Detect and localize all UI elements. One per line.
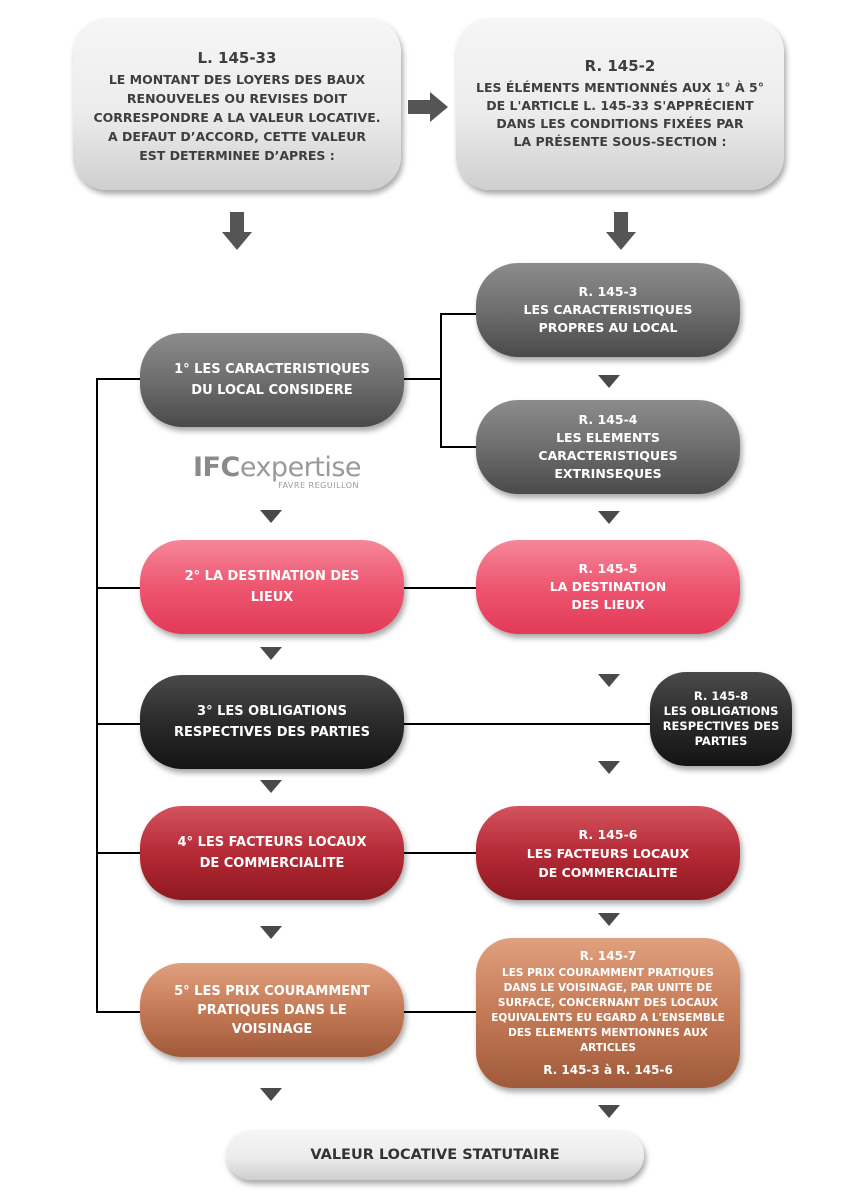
logo-word: expertise <box>239 452 362 483</box>
connector-5-right <box>404 1011 476 1013</box>
connector-fork-vertical <box>440 313 442 448</box>
logo-prefix: IFC <box>193 452 240 483</box>
result-box <box>226 1130 644 1180</box>
right-box-r145-5 <box>476 540 740 634</box>
top-left-line: A DEFAUT D’ACCORD, CETTE VALEUR <box>108 129 366 144</box>
right-box-line: EQUIVALENTS EU EGARD A L'ENSEMBLE <box>491 1012 725 1024</box>
left-box-2-line: 2° LA DESTINATION DES <box>184 569 360 584</box>
right-box-code: R. 145-8 <box>693 689 749 703</box>
right-box-line: DES ELEMENTS MENTIONNES AUX <box>508 1027 708 1039</box>
right-box-line: PROPRES AU LOCAL <box>538 320 678 335</box>
right-box-r145-6 <box>476 806 740 900</box>
ifc-expertise-logo <box>193 452 363 492</box>
right-box-r145-7 <box>476 938 740 1088</box>
right-box-line: DANS LE VOISINAGE, PAR UNITE DE <box>503 982 713 994</box>
right-box-line: DES LIEUX <box>571 597 645 612</box>
down-arrow-icon <box>598 375 620 388</box>
right-box-line: LES OBLIGATIONS <box>663 704 779 718</box>
logo-wordmark <box>193 452 361 483</box>
down-arrow-icon <box>260 647 282 660</box>
connector-fork-top <box>440 313 478 315</box>
right-box-code: R. 145-4 <box>578 412 638 427</box>
down-arrow-icon <box>260 510 282 523</box>
top-right-box <box>456 18 784 190</box>
right-box-line: CARACTERISTIQUES <box>538 448 678 463</box>
left-box-5-line: PRATIQUES DANS LE <box>197 1002 347 1018</box>
right-box-r145-8 <box>650 672 792 766</box>
left-box-1 <box>140 333 404 427</box>
top-right-line: LA PRÉSENTE SOUS-SECTION : <box>513 134 727 149</box>
down-arrow-icon <box>598 1105 620 1118</box>
top-right-line: DE L'ARTICLE L. 145-33 S'APPRÉCIENT <box>486 98 754 113</box>
top-left-code: L. 145-33 <box>197 49 277 67</box>
right-box-line: LES FACTEURS LOCAUX <box>526 845 690 861</box>
down-arrow-icon <box>606 212 636 250</box>
right-box-line: LA DESTINATION <box>549 579 667 594</box>
top-right-line: DANS LES CONDITIONS FIXÉES PAR <box>496 116 744 131</box>
down-arrow-icon <box>260 1088 282 1101</box>
connector-3-left <box>96 723 140 725</box>
right-box-code: R. 145-3 <box>578 284 638 299</box>
right-box-code: R. 145-7 <box>579 949 637 963</box>
top-right-code: R. 145-2 <box>584 57 656 75</box>
down-arrow-icon <box>260 780 282 793</box>
connector-4-right <box>404 852 476 854</box>
top-right-line: LES ÉLÉMENTS MENTIONNÉS AUX 1° À 5° <box>476 80 764 95</box>
down-arrow-icon <box>222 212 252 250</box>
top-left-line: CORRESPONDRE A LA VALEUR LOCATIVE. <box>93 110 381 125</box>
left-box-5 <box>140 963 404 1057</box>
left-box-3-line: 3° LES OBLIGATIONS <box>197 704 347 719</box>
connector-1-right <box>404 378 441 380</box>
right-box-code: R. 145-6 <box>578 826 638 842</box>
connector-3-right <box>404 723 650 725</box>
right-box-line: LES ELEMENTS <box>556 430 660 445</box>
connector-2-right <box>404 587 476 589</box>
logo-subtitle: FAVRE REGUILLON <box>278 481 359 490</box>
left-box-3-line: RESPECTIVES DES PARTIES <box>173 725 371 740</box>
down-arrow-icon <box>598 913 620 926</box>
right-box-line: LES PRIX COURAMMENT PRATIQUES <box>502 967 714 979</box>
connector-1-left <box>96 378 140 380</box>
left-box-1-line: DU LOCAL CONSIDERE <box>191 383 353 398</box>
down-arrow-icon <box>598 511 620 524</box>
down-arrow-icon <box>260 926 282 939</box>
left-box-4-line: 4° LES FACTEURS LOCAUX <box>177 835 367 850</box>
left-box-3 <box>140 675 404 769</box>
right-box-line: PARTIES <box>694 734 748 748</box>
top-left-line: EST DETERMINEE D’APRES : <box>139 148 335 163</box>
left-box-5-line: 5° LES PRIX COURAMMENT <box>174 983 370 999</box>
right-box-r145-3 <box>476 263 740 357</box>
left-box-4-line: DE COMMERCIALITE <box>199 856 345 871</box>
connector-fork-bottom <box>440 446 478 448</box>
top-left-box <box>73 18 401 190</box>
right-arrow-icon <box>408 92 448 122</box>
left-bracket-vertical <box>96 378 98 1012</box>
right-box-footer: R. 145-3 à R. 145-6 <box>543 1063 673 1077</box>
left-box-2 <box>140 540 404 634</box>
connector-4-left <box>96 852 140 854</box>
left-box-4 <box>140 806 404 900</box>
left-box-5-line: VOISINAGE <box>231 1021 313 1037</box>
connector-2-left <box>96 587 140 589</box>
right-box-line: RESPECTIVES DES <box>662 719 780 733</box>
top-left-line: LE MONTANT DES LOYERS DES BAUX <box>108 72 366 87</box>
right-box-line: DE COMMERCIALITE <box>538 864 678 880</box>
right-box-line: LES CARACTERISTIQUES <box>523 302 693 317</box>
right-box-code: R. 145-5 <box>578 561 638 576</box>
left-box-1-line: 1° LES CARACTERISTIQUES <box>174 362 370 377</box>
left-box-2-line: LIEUX <box>250 590 294 605</box>
down-arrow-icon <box>598 674 620 687</box>
result-label: VALEUR LOCATIVE STATUTAIRE <box>310 1147 560 1163</box>
right-box-line: EXTRINSEQUES <box>554 466 662 481</box>
top-left-line: RENOUVELES OU REVISES DOIT <box>126 91 348 106</box>
connector-5-left <box>96 1011 140 1013</box>
down-arrow-icon <box>598 761 620 774</box>
right-box-line: SURFACE, CONCERNANT DES LOCAUX <box>497 997 719 1009</box>
right-box-r145-4 <box>476 400 740 494</box>
right-box-line: ARTICLES <box>580 1042 636 1054</box>
